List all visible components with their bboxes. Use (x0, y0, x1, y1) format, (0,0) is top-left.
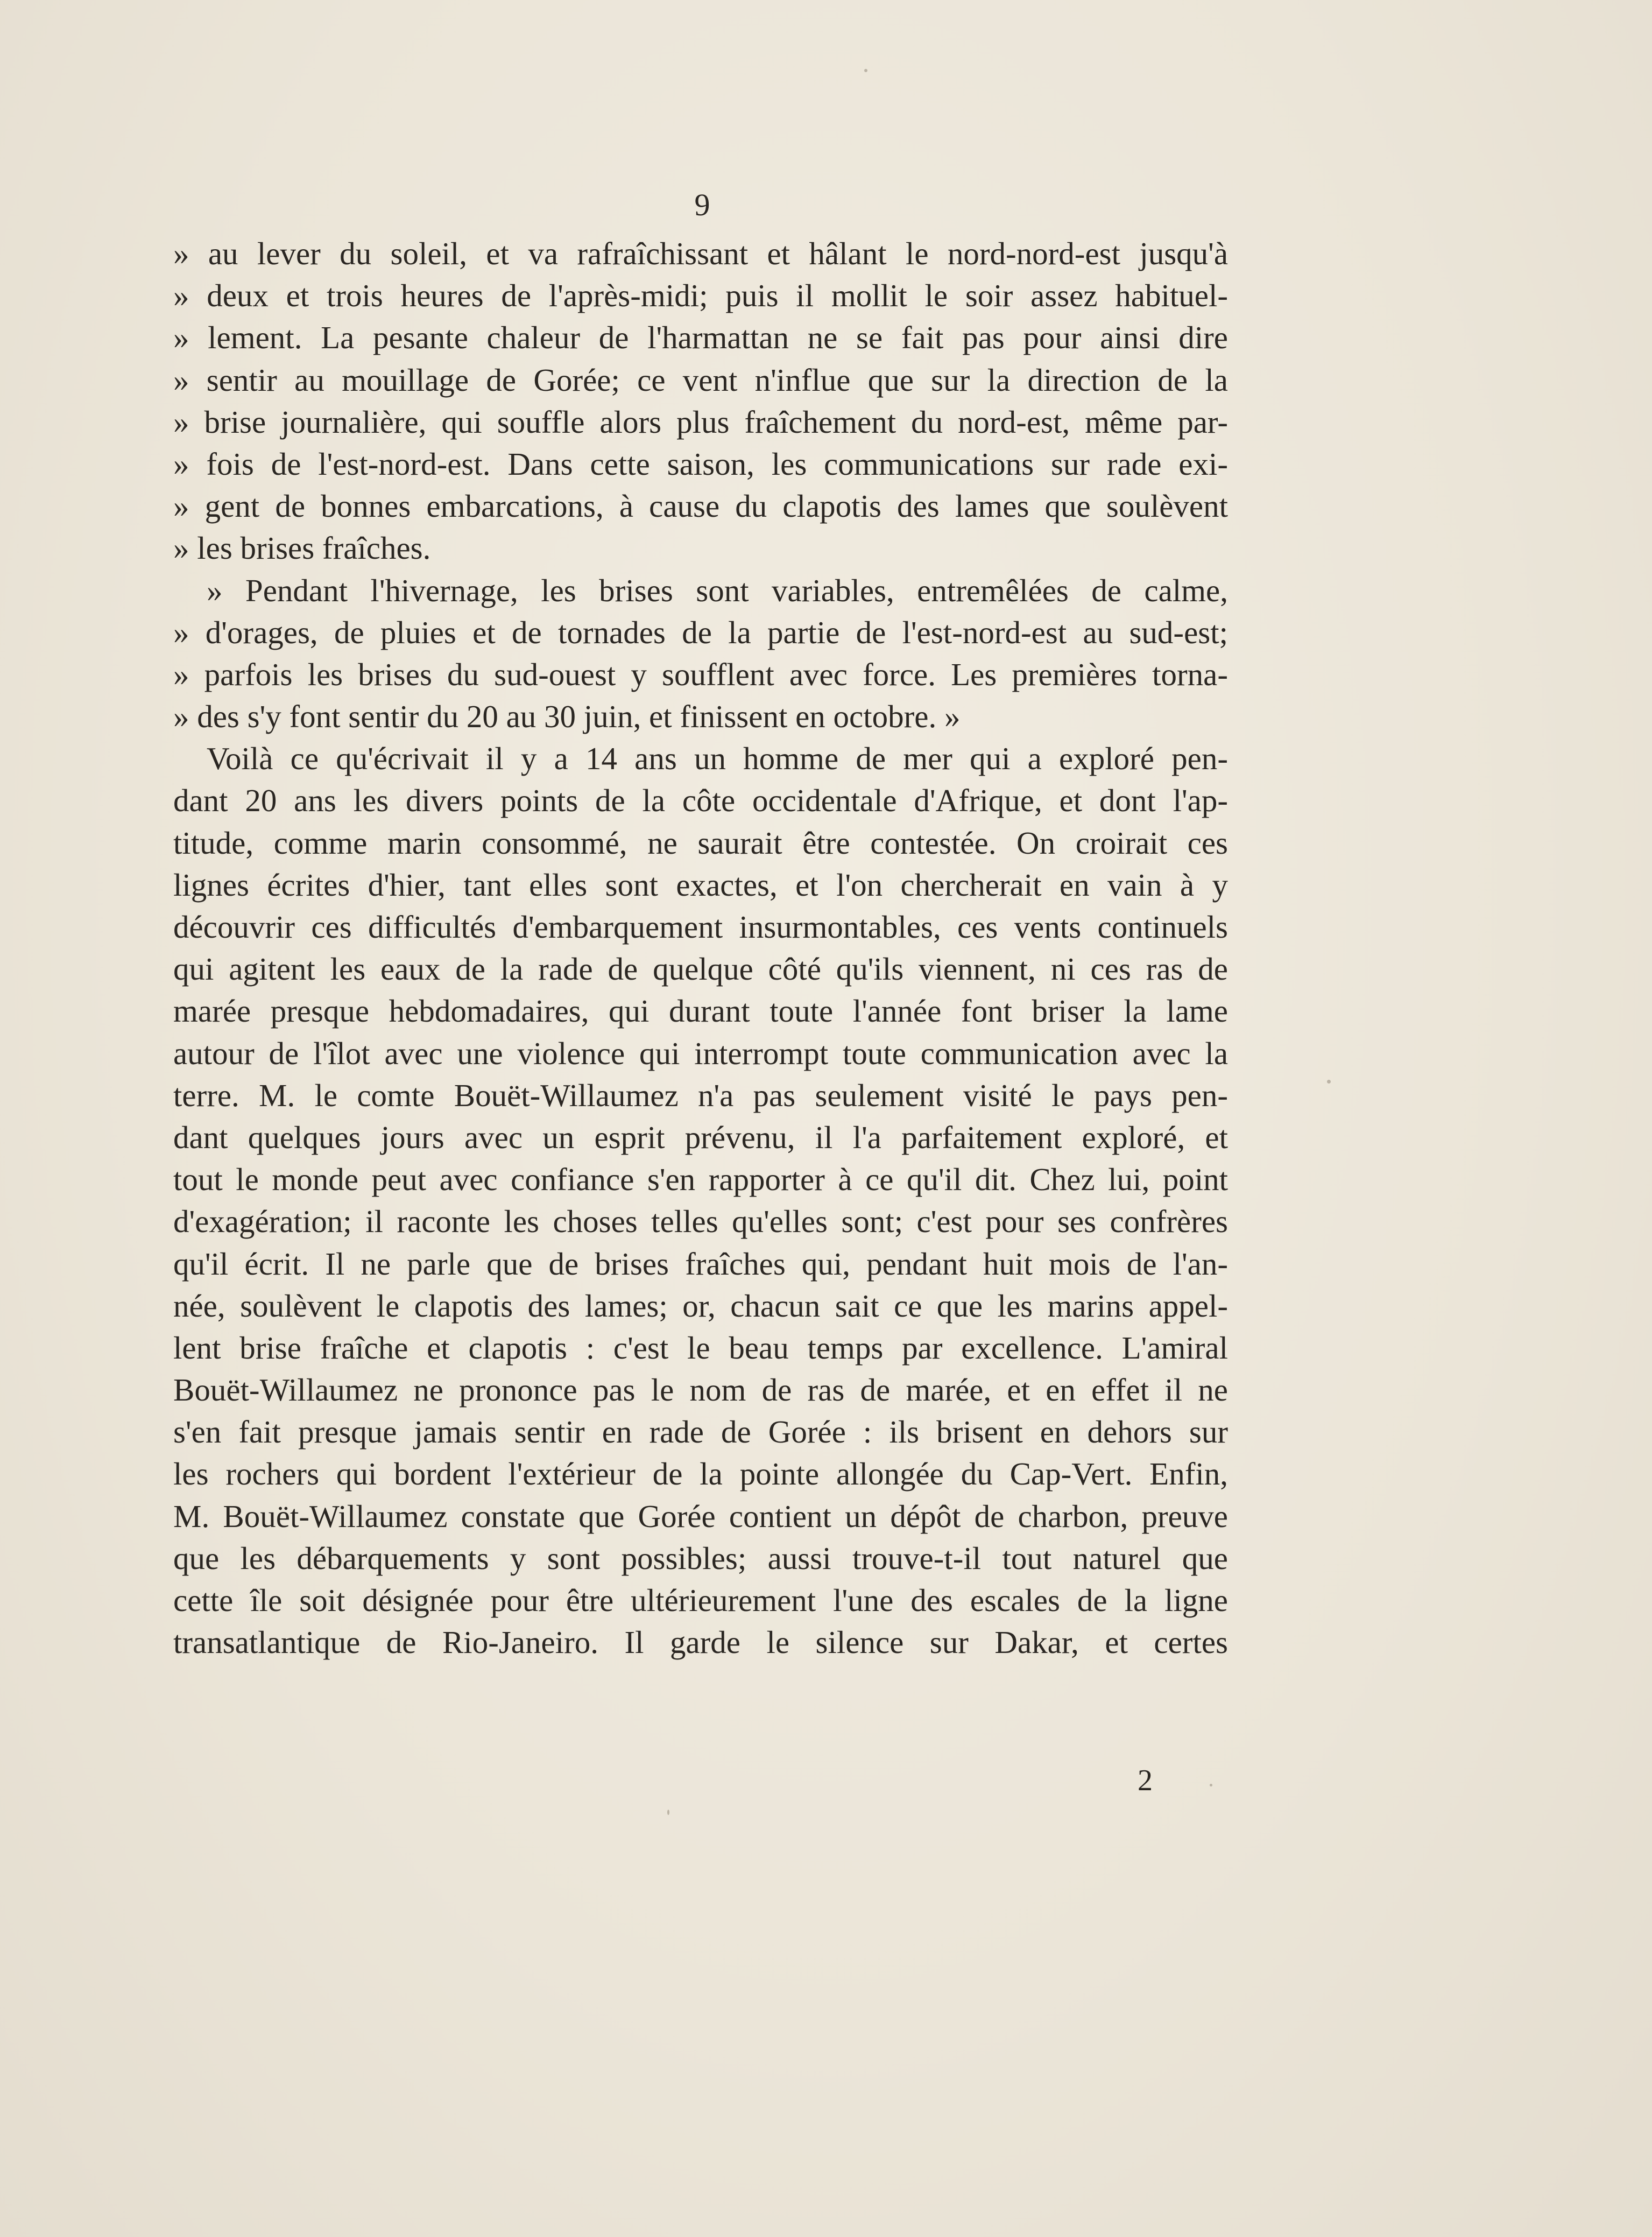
text-line: qui agitent les eaux de la rade de quelque côté qu'ils viennent, ni ces ras de (173, 951, 1228, 987)
text-line: d'exagération; il raconte les choses telles qu'elles sont; c'est pour ses confrères (173, 1204, 1228, 1240)
text-line: lignes écrites d'hier, tant elles sont exactes, et l'on chercherait en vain à y (173, 867, 1228, 903)
text-line: terre. M. le comte Bouët-Willaumez n'a pas seulement visité le pays pen- (173, 1077, 1228, 1113)
text-line: » brise journalière, qui souffle alors plus fraîchement du nord-est, même par- (173, 404, 1228, 440)
paper-speck (1210, 1784, 1212, 1786)
text-line: titude, comme marin consommé, ne saurait être contestée. On croirait ces (173, 825, 1228, 861)
signature-mark: 2 (1138, 1764, 1153, 1797)
text-line: » au lever du soleil, et va rafraîchissant et hâlant le nord-nord-est jusqu'à (173, 236, 1228, 271)
text-line: lent brise fraîche et clapotis : c'est le beau temps par excellence. L'amiral (173, 1329, 1228, 1366)
text-line: Voilà ce qu'écrivait il y a 14 ans un homme de mer qui a exploré pen- (207, 741, 1228, 777)
text-line: cette île soit désignée pour être ultérieurement l'une des escales de la ligne (173, 1582, 1228, 1618)
text-line: s'en fait presque jamais sentir en rade de Gorée : ils brisent en dehors sur (173, 1414, 1228, 1450)
text-line: M. Bouët-Willaumez constate que Gorée contient un dépôt de charbon, preuve (173, 1498, 1228, 1534)
text-line: » sentir au mouillage de Gorée; ce vent n'influe que sur la direction de la (173, 362, 1228, 398)
text-line: » gent de bonnes embarcations, à cause du clapotis des lames que soulèvent (173, 488, 1228, 524)
text-line: » d'orages, de pluies et de tornades de la partie de l'est-nord-est au sud-est; (173, 614, 1228, 650)
text-line: » Pendant l'hivernage, les brises sont variables, entremêlées de calme, (207, 572, 1228, 608)
body-text (173, 233, 1228, 1663)
paper-speck (1327, 1080, 1331, 1084)
text-line: » lement. La pesante chaleur de l'harmattan ne se fait pas pour ainsi dire (173, 320, 1228, 356)
text-line: » les brises fraîches. (173, 530, 431, 566)
text-line: dant quelques jours avec un esprit prévenu, il l'a parfaitement exploré, et (173, 1119, 1228, 1155)
text-line: Bouët-Willaumez ne prononce pas le nom de ras de marée, et en effet il ne (173, 1372, 1228, 1408)
text-line: autour de l'îlot avec une violence qui interrompt toute communication avec la (173, 1035, 1228, 1071)
text-line: tout le monde peut avec confiance s'en rapporter à ce qu'il dit. Chez lui, point (173, 1162, 1228, 1198)
text-line: » des s'y font sentir du 20 au 30 juin, et finissent en octobre. » (173, 699, 961, 735)
text-line: dant 20 ans les divers points de la côte occidentale d'Afrique, et dont l'ap- (173, 783, 1228, 819)
text-line: transatlantique de Rio-Janeiro. Il garde le silence sur Dakar, et certes (173, 1624, 1228, 1661)
text-line: que les débarquements y sont possibles; aussi trouve-t-il tout naturel que (173, 1540, 1228, 1576)
paper-speck (864, 69, 867, 72)
text-line: née, soulèvent le clapotis des lames; or, chacun sait ce que les marins appel- (173, 1288, 1228, 1324)
text-line: marée presque hebdomadaires, qui durant toute l'année font briser la lame (173, 993, 1228, 1029)
paper-speck (667, 1810, 669, 1815)
text-line: découvrir ces difficultés d'embarquement insurmontables, ces vents continuels (173, 909, 1228, 945)
page-number: 9 (694, 187, 710, 222)
text-line: les rochers qui bordent l'extérieur de la pointe allongée du Cap-Vert. Enfin, (173, 1456, 1228, 1492)
text-line: » parfois les brises du sud-ouest y soufflent avec force. Les premières torna- (173, 656, 1228, 692)
text-line: » deux et trois heures de l'après-midi; puis il mollit le soir assez habituel- (173, 278, 1228, 314)
text-line: qu'il écrit. Il ne parle que de brises fraîches qui, pendant huit mois de l'an- (173, 1246, 1228, 1282)
text-line: » fois de l'est-nord-est. Dans cette saison, les communications sur rade exi- (173, 446, 1228, 482)
